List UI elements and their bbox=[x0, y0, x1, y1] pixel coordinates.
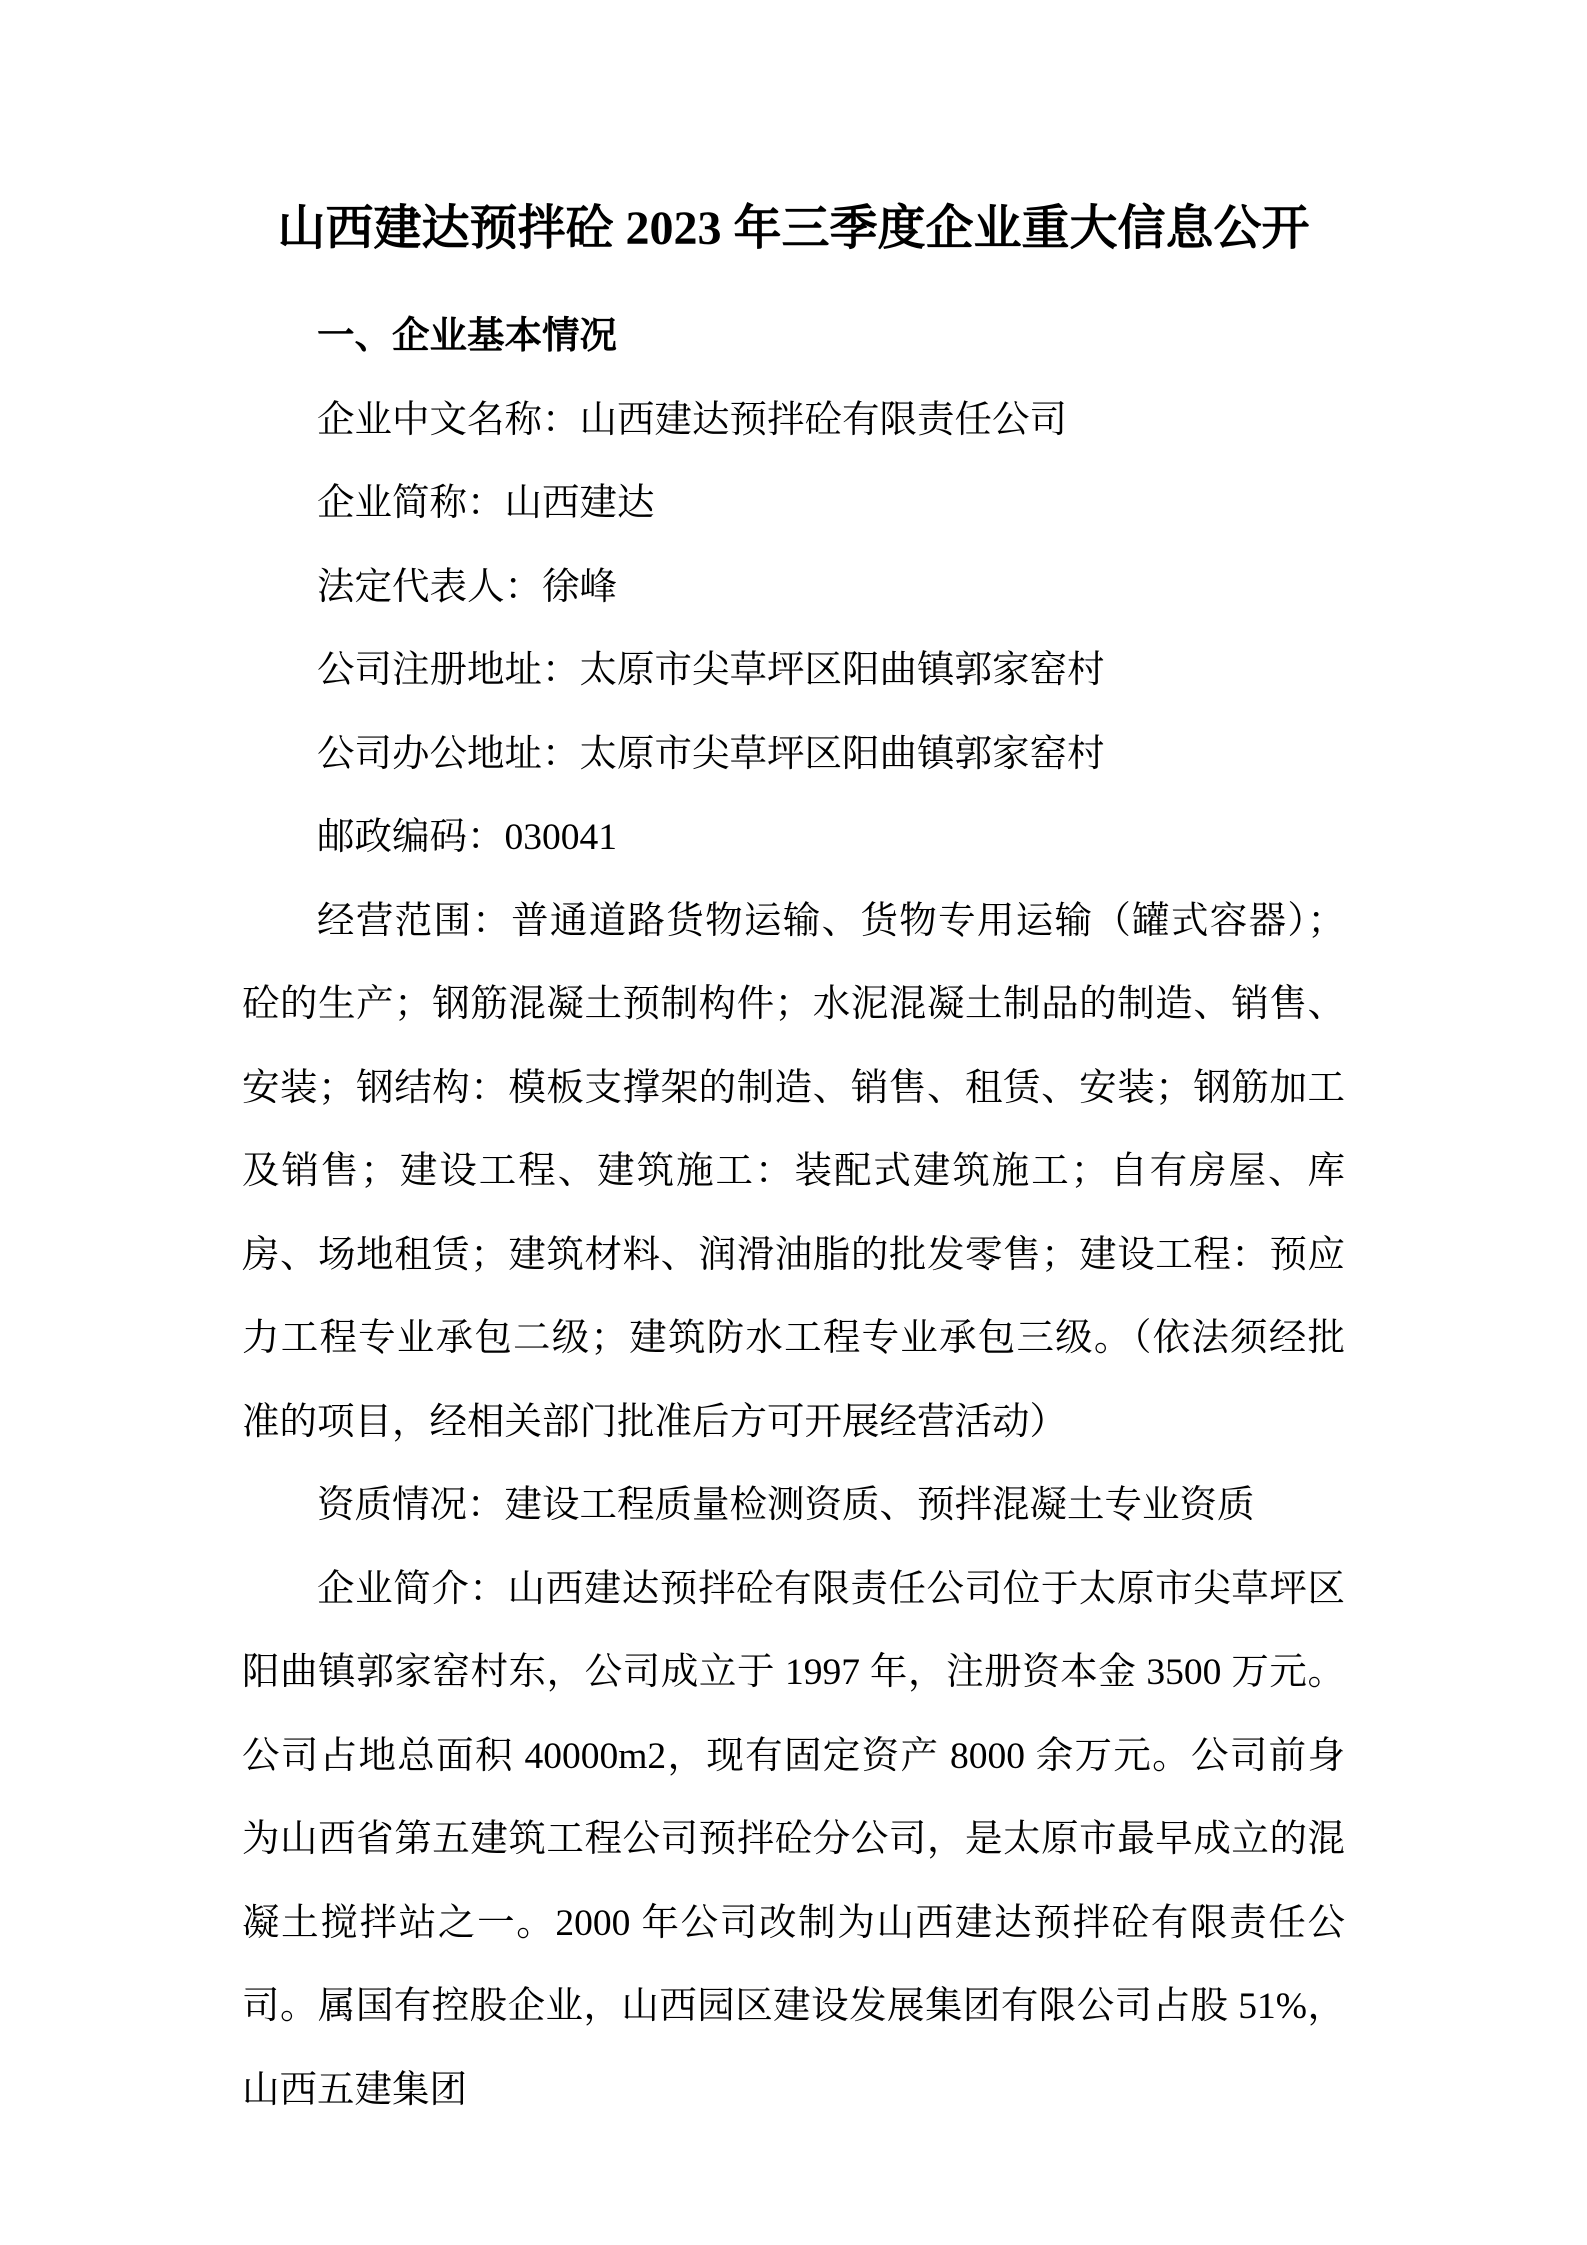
paragraph: 资质情况：建设工程质量检测资质、预拌混凝土专业资质 bbox=[317, 1485, 1255, 1526]
paragraph: 经营范围：普通道路货物运输、货物专用运输（罐式容器）；砼的生产；钢筋混凝土预制构件；水泥混凝土制品的制造、销售、安装；钢结构：模板支撑架的制造、销售、租赁、安装；钢筋加工及销售；建设工程、建筑施工：装配式建筑施工；自有房屋、库房、场地租赁；建筑材料、润滑油脂的批发零售；建设工程：预应力工程专业承包二级；建筑防水工程专业承包三级。（依法须经批准的项目，经相关部门批准后方可开展经营活动） bbox=[242, 900, 1345, 1443]
paragraph: 企业简介：山西建达预拌砼有限责任公司位于太原市尖草坪区阳曲镇郭家窑村东，公司成立于 1997 年，注册资本金 3500 万元。公司占地总面积 40000m2，现有固定资产 8000 余万元。公司前身为山西省第五建筑工程公司预拌砼分公司，是太原市最早成立的混凝土搅拌站之一。2000 年公司改制为山西建达预拌砼有限责任公司。属国有控股企业，山西园区建设发展集团有限公司占股 51%，山西五建集团 bbox=[242, 1568, 1345, 2111]
document-title: 山西建达预拌砼 2023 年三季度企业重大信息公开 bbox=[277, 202, 1310, 255]
paragraph: 法定代表人：徐峰 bbox=[317, 566, 617, 608]
paragraph: 企业简称：山西建达 bbox=[317, 483, 655, 524]
paragraph: 邮政编码：030041 bbox=[317, 817, 617, 858]
paragraph: 公司办公地址：太原市尖草坪区阳曲镇郭家窑村 bbox=[317, 733, 1105, 775]
section-heading: 一、企业基本情况 bbox=[317, 316, 617, 357]
document-body bbox=[242, 295, 1345, 2132]
paragraph: 企业中文名称：山西建达预拌砼有限责任公司 bbox=[317, 399, 1067, 441]
paragraph: 公司注册地址：太原市尖草坪区阳曲镇郭家窑村 bbox=[317, 650, 1105, 691]
